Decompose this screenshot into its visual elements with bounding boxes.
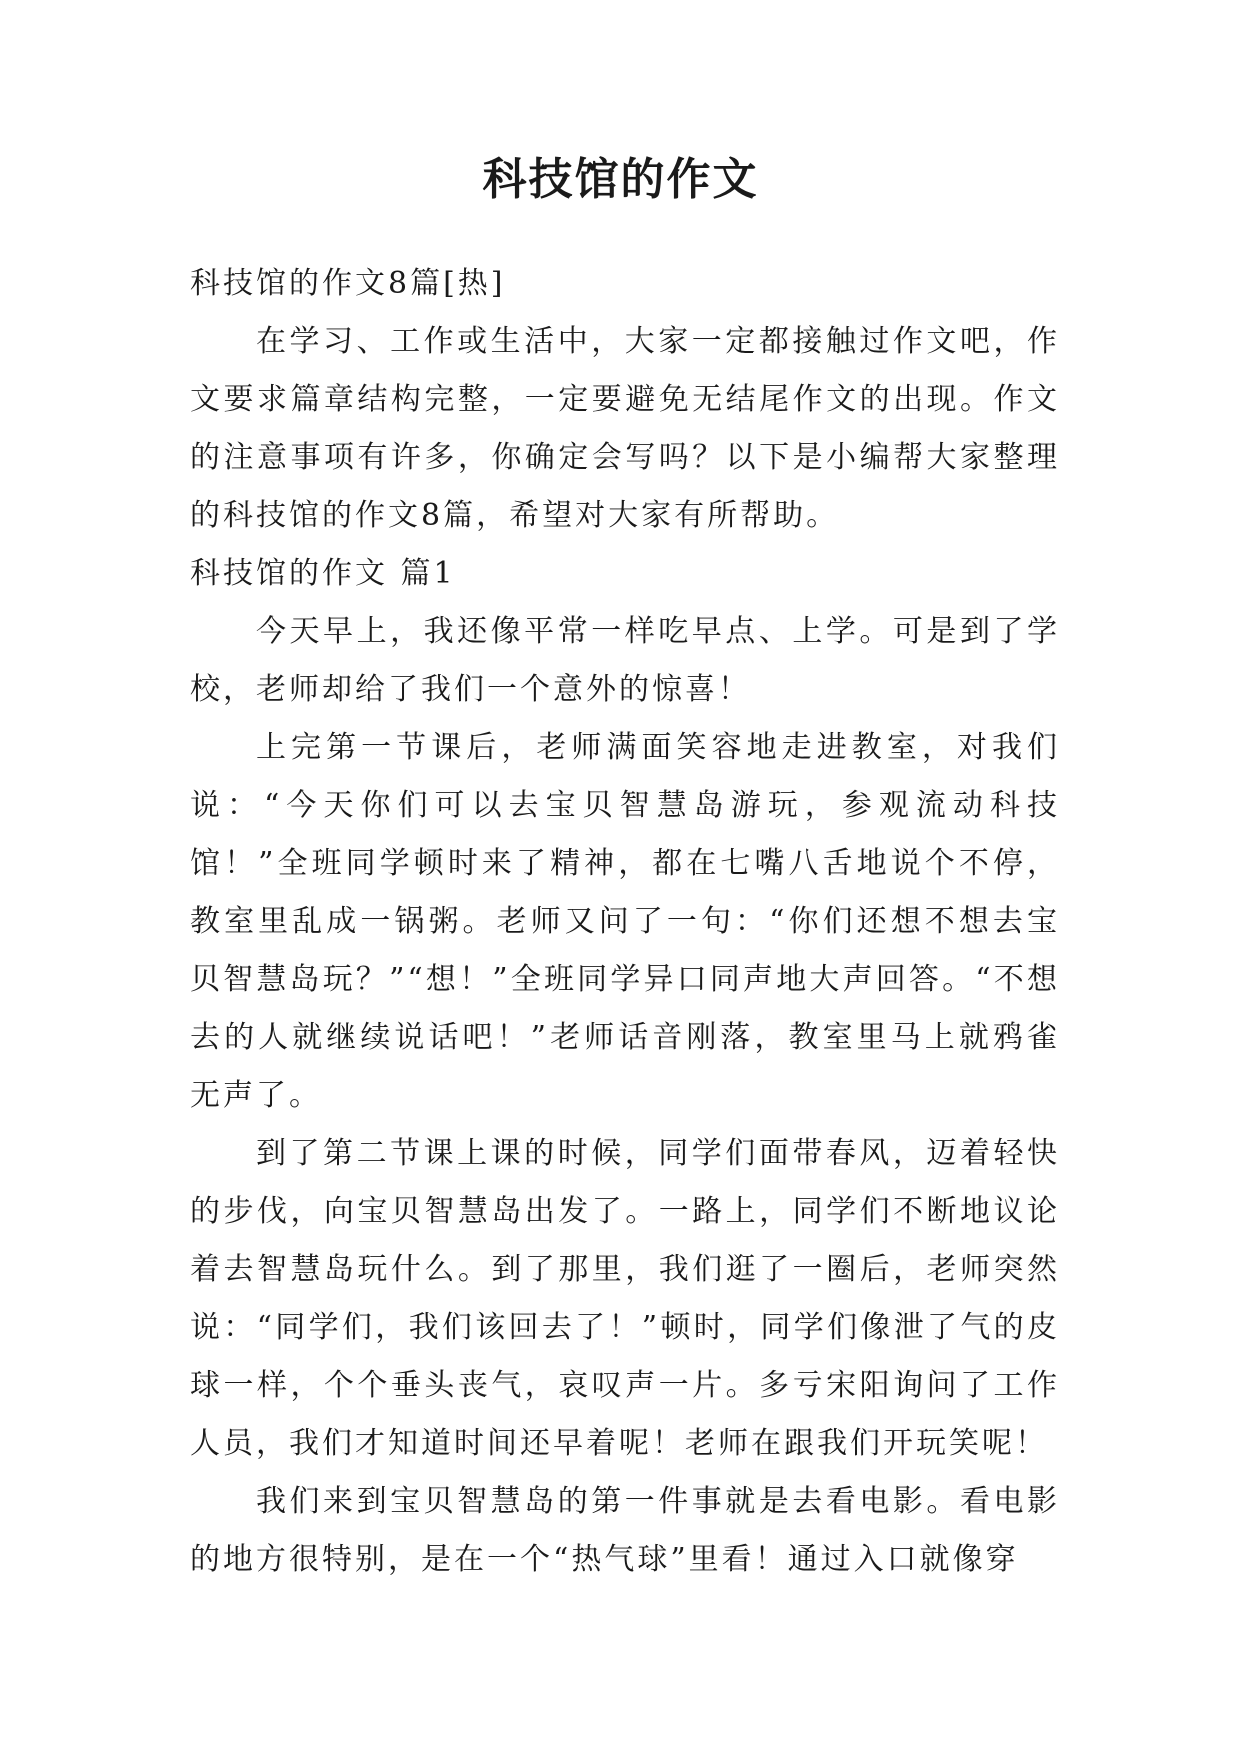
intro-paragraph: 在学习、工作或生活中，大家一定都接触过作文吧，作文要求篇章结构完整，一定要避免无结尾作文的出现。作文的注意事项有许多，你确定会写吗？以下是小编帮大家整理的科技馆的作文8篇，希望对大家有所帮助。 (190, 324, 1060, 533)
body-paragraph: 我们来到宝贝智慧岛的第一件事就是去看电影。看电影的地方很特别，是在一个“热气球”里看！通过入口就像穿 (190, 1484, 1060, 1577)
document-body (190, 255, 1060, 1589)
page-title: 科技馆的作文 (482, 154, 759, 205)
section-heading: 科技馆的作文 篇1 (190, 556, 456, 591)
body-paragraph: 到了第二节课上课的时候，同学们面带春风，迈着轻快的步伐，向宝贝智慧岛出发了。一路上，同学们不断地议论着去智慧岛玩什么。到了那里，我们逛了一圈后，老师突然说：“同学们，我们该回去了！”顿时，同学们像泄了气的皮球一样，个个垂头丧气，哀叹声一片。多亏宋阳询问了工作人员，我们才知道时间还早着呢！老师在跟我们开玩笑呢！ (190, 1136, 1060, 1461)
body-paragraph: 今天早上，我还像平常一样吃早点、上学。可是到了学校，老师却给了我们一个意外的惊喜！ (190, 614, 1060, 707)
document-subtitle: 科技馆的作文8篇[热] (190, 266, 506, 301)
body-paragraph: 上完第一节课后，老师满面笑容地走进教室，对我们说：“今天你们可以去宝贝智慧岛游玩，参观流动科技馆！”全班同学顿时来了精神，都在七嘴八舌地说个不停，教室里乱成一锅粥。老师又问了一句：“你们还想不想去宝贝智慧岛玩？”“想！”全班同学异口同声地大声回答。“不想去的人就继续说话吧！”老师话音刚落，教室里马上就鸦雀无声了。 (190, 730, 1060, 1113)
